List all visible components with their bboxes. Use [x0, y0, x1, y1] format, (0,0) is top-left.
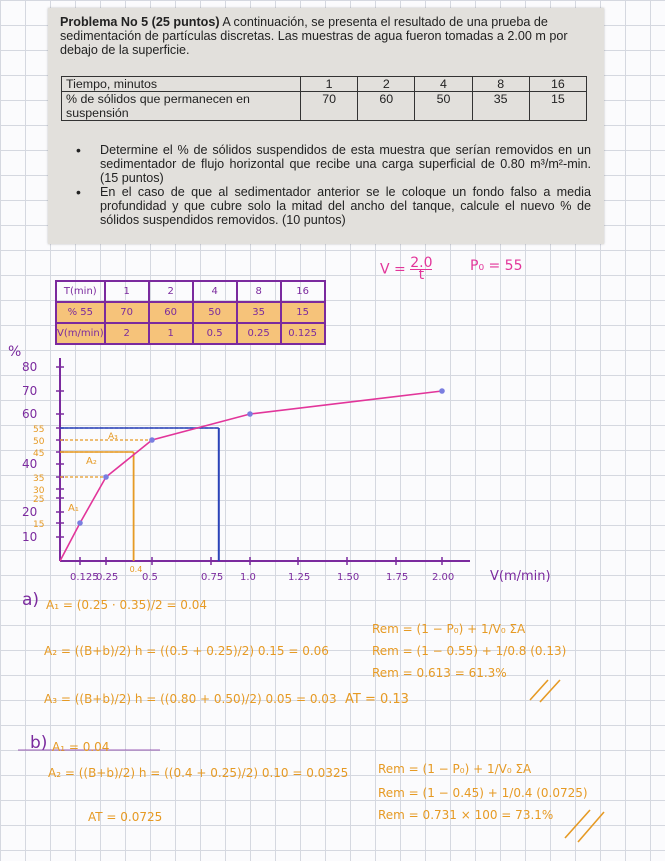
y-tick-label: 10: [22, 530, 38, 544]
y-tick-label: 55: [33, 425, 45, 435]
table-cell: 15: [281, 302, 325, 323]
y-tick-label: 35: [33, 474, 45, 484]
problem-intro: A continuación, se presenta el resultado de una prueba de sedimentación de partículas discretas. Las muestras de agua fueron tomadas a 2.00 m por debajo de la superficie.: [60, 15, 568, 57]
part-b-total-area: AT = 0.0725: [88, 810, 163, 824]
part-a-area-2: A₂ = ((B+b)/2) h = ((0.5 + 0.25)/2) 0.15 = 0.06: [44, 644, 329, 658]
part-a-area-1: A₁ = (0.25 · 0.35)/2 = 0.04: [46, 598, 208, 612]
table-cell: 60: [149, 302, 193, 323]
part-a-label: a): [22, 590, 40, 610]
data-point: [149, 437, 155, 443]
area-label: A₁: [68, 503, 79, 514]
table-cell: 1: [301, 77, 358, 92]
y-tick-label: 40: [22, 457, 38, 471]
table-cell: 2: [358, 77, 415, 92]
problem-title: Problema No 5 (25 puntos): [60, 15, 220, 29]
velocity-lhs: V =: [380, 261, 406, 278]
y-tick-label: 15: [33, 520, 45, 530]
table-cell: 4: [193, 281, 237, 302]
check-mark-a: [530, 680, 560, 702]
x-tick-label: 0.125: [70, 572, 99, 583]
part-a-removal-formula: Rem = (1 − P₀) + 1/V₀ ΣA: [372, 622, 526, 636]
table-cell: 15: [529, 92, 586, 121]
part-b-removal-substitution: Rem = (1 − 0.45) + 1/0.4 (0.0725): [378, 786, 588, 800]
table-cell: % de sólidos que permanecen en suspensión: [62, 92, 301, 121]
table-cell: 4: [415, 77, 472, 92]
table-cell: T(min): [56, 281, 105, 302]
part-b-removal-formula: Rem = (1 − P₀) + 1/V₀ ΣA: [378, 762, 532, 776]
data-point: [439, 388, 445, 394]
x-tick-label: 2.00: [432, 572, 455, 583]
list-item: • En el caso de que al sedimentador anterior se le coloque un fondo falso a media profundidad y que cubre solo la mitad del ancho del tanque, calcule el nuevo % de sólidos suspendidos removidos. (10 puntos): [76, 185, 591, 227]
table-cell: 1: [105, 281, 149, 302]
y-tick-label: 20: [22, 505, 38, 519]
list-item: • Determine el % de sólidos suspendidos de esta muestra que serían removidos en un sedimentador de flujo horizontal que recibe una carga superficial de 0.80 m³/m²-min. (15 puntos): [76, 143, 591, 185]
table-cell: 0.125: [281, 323, 325, 344]
part-b-area-1: A₁ = 0.04: [52, 740, 110, 754]
table-cell: 1: [149, 323, 193, 344]
table-cell: 70: [301, 92, 358, 121]
table-cell: % 55: [56, 302, 105, 323]
area-label: A₂: [86, 456, 97, 467]
y-tick-label: 30: [33, 486, 45, 496]
part-b-area-2: A₂ = ((B+b)/2) h = ((0.4 + 0.25)/2) 0.10 = 0.0325: [48, 766, 349, 780]
table-cell: 35: [472, 92, 529, 121]
y-tick-label: 45: [33, 449, 45, 459]
x-tick-label: 1.0: [240, 572, 256, 583]
part-b-label: b): [30, 733, 48, 753]
y-tick-label: 25: [33, 495, 45, 505]
table-cell: 0.5: [193, 323, 237, 344]
data-point: [247, 411, 253, 417]
table-cell: 70: [105, 302, 149, 323]
table-cell: 8: [472, 77, 529, 92]
x-tick-label: 1.75: [386, 572, 409, 583]
y-tick-label: 80: [22, 360, 38, 374]
data-point: [103, 474, 109, 480]
table-cell: 60: [358, 92, 415, 121]
table-cell: 2: [105, 323, 149, 344]
x-tick-label: 1.25: [288, 572, 311, 583]
part-a-area-3: A₃ = ((B+b)/2) h = ((0.80 + 0.50)/2) 0.05 = 0.03: [44, 692, 337, 706]
part-a-removal-substitution: Rem = (1 − 0.55) + 1/0.8 (0.13): [372, 644, 567, 658]
y-tick-label: 60: [22, 407, 38, 421]
x-tick-label: 0.75: [201, 572, 224, 583]
table-cell: Tiempo, minutos: [62, 77, 301, 92]
data-point: [77, 520, 83, 526]
part-b-removal-result: Rem = 0.731 × 100 = 73.1%: [378, 808, 554, 822]
y-tick-label: 50: [33, 437, 45, 447]
table-cell: 16: [529, 77, 586, 92]
table-cell: 2: [149, 281, 193, 302]
check-mark-b: [565, 810, 604, 842]
table-cell: 50: [193, 302, 237, 323]
velocity-numerator: 2.0: [410, 255, 433, 271]
part-a-removal-result: Rem = 0.613 = 61.3%: [372, 666, 507, 680]
p0-note: P₀ = 55: [470, 258, 523, 274]
part-a-total-area: AT = 0.13: [345, 692, 409, 707]
table-cell: 16: [281, 281, 325, 302]
table-cell: 50: [415, 92, 472, 121]
table-cell: 0.25: [237, 323, 281, 344]
x-tick-label: 0.5: [142, 572, 158, 583]
x-tick-label: 0.25: [96, 572, 119, 583]
x-tick-label: 1.50: [337, 572, 360, 583]
x-extra-label: 0.4: [129, 565, 143, 574]
velocity-denominator: t: [418, 267, 425, 283]
table-cell: 8: [237, 281, 281, 302]
y-tick-label: 70: [22, 384, 38, 398]
area-label: A₃: [108, 432, 118, 442]
y-axis-label: %: [8, 344, 22, 360]
x-axis-label: V(m/min): [490, 569, 551, 584]
table-cell: 35: [237, 302, 281, 323]
table-cell: V(m/min): [56, 323, 105, 344]
